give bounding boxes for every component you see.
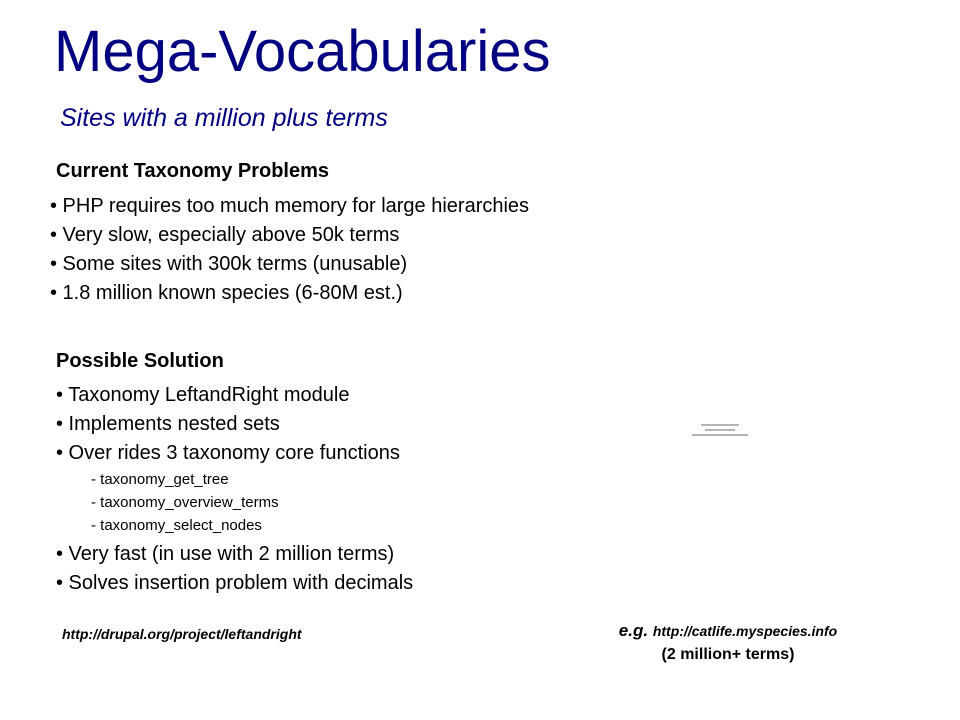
slide-title: Mega-Vocabularies <box>54 19 551 84</box>
list-item: • Very slow, especially above 50k terms <box>50 224 400 246</box>
solution-more-list <box>56 540 413 598</box>
function-item: - taxonomy_select_nodes <box>91 517 262 534</box>
function-item: - taxonomy_get_tree <box>91 471 229 488</box>
example-prefix: e.g. <box>618 621 649 640</box>
list-item: • 1.8 million known species (6-80M est.) <box>50 282 403 304</box>
example-link[interactable]: http://catlife.myspecies.info <box>652 623 838 639</box>
solution-functions-list <box>91 468 279 537</box>
list-item: • Solves insertion problem with decimals <box>56 572 414 594</box>
list-item: • Very fast (in use with 2 million terms) <box>56 543 395 565</box>
list-item: • Implements nested sets <box>56 413 280 435</box>
problems-list <box>50 192 529 308</box>
solution-heading: Possible Solution <box>56 350 224 372</box>
list-item: • Over rides 3 taxonomy core functions <box>56 442 400 464</box>
project-link[interactable]: http://drupal.org/project/leftandright <box>62 626 302 642</box>
example-block <box>560 620 896 666</box>
solution-list <box>56 381 400 468</box>
missing-image-placeholder <box>690 424 750 448</box>
function-item: - taxonomy_overview_terms <box>91 494 279 511</box>
slide-subtitle: Sites with a million plus terms <box>60 104 388 132</box>
example-line <box>560 620 896 642</box>
list-item: • Taxonomy LeftandRight module <box>56 384 350 406</box>
example-count: (2 million+ terms) <box>661 646 795 663</box>
problems-heading: Current Taxonomy Problems <box>56 160 330 182</box>
list-item: • PHP requires too much memory for large hierarchies <box>50 195 530 217</box>
list-item: • Some sites with 300k terms (unusable) <box>50 253 408 275</box>
